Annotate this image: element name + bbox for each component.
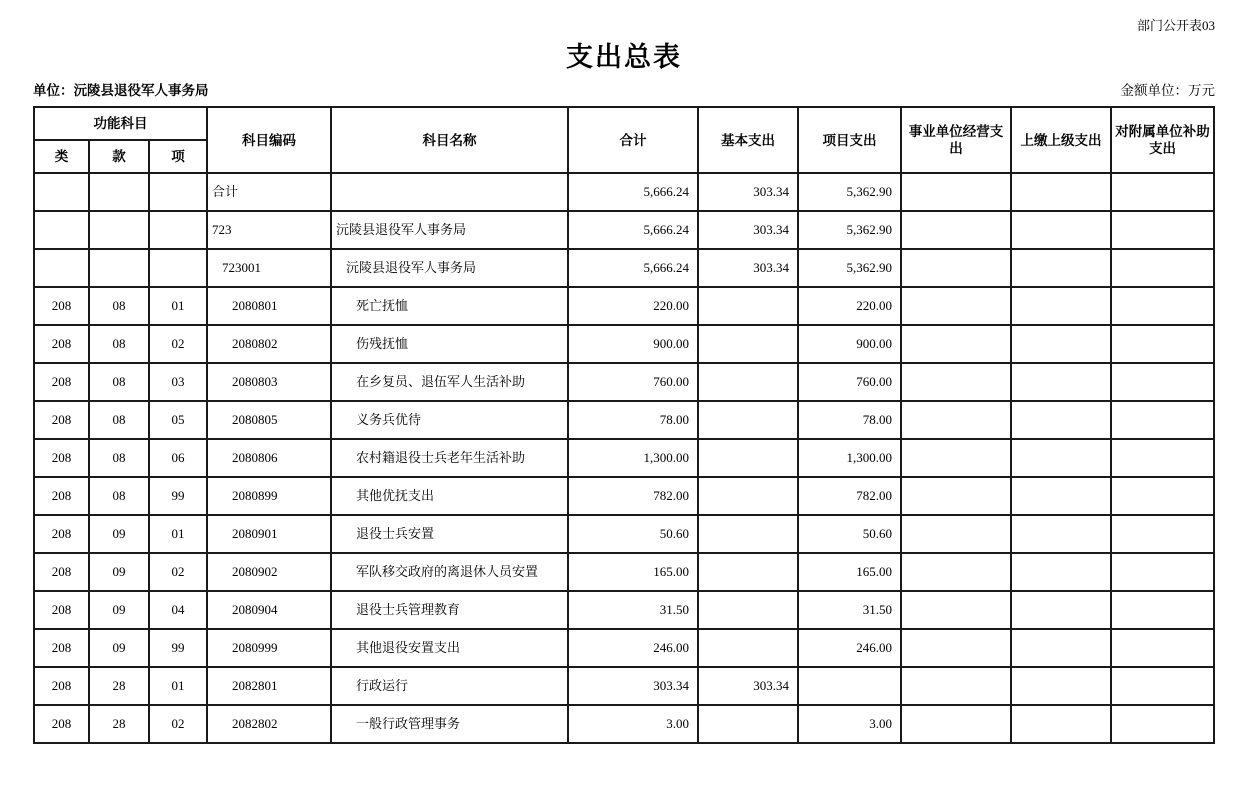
cell-business-expenditure: [901, 515, 1011, 553]
cell-subject-name: [331, 173, 568, 211]
cell-basic-expenditure: 303.34: [698, 173, 798, 211]
table-row: [34, 705, 1214, 743]
cell-section: 08: [89, 363, 149, 401]
header-project-expenditure: 项目支出: [798, 107, 901, 173]
header-class: 类: [34, 140, 89, 173]
cell-item: 99: [149, 477, 207, 515]
cell-upper-remittance: [1011, 515, 1111, 553]
cell-business-expenditure: [901, 401, 1011, 439]
cell-item: 01: [149, 287, 207, 325]
cell-basic-expenditure: [698, 629, 798, 667]
cell-upper-remittance: [1011, 363, 1111, 401]
cell-business-expenditure: [901, 667, 1011, 705]
cell-business-expenditure: [901, 211, 1011, 249]
cell-class: 208: [34, 591, 89, 629]
cell-total: 50.60: [568, 515, 698, 553]
cell-class: 208: [34, 667, 89, 705]
cell-upper-remittance: [1011, 173, 1111, 211]
cell-basic-expenditure: [698, 553, 798, 591]
cell-subject-code: 2080806: [207, 439, 331, 477]
cell-basic-expenditure: 303.34: [698, 249, 798, 287]
cell-business-expenditure: [901, 287, 1011, 325]
cell-section: 08: [89, 477, 149, 515]
amount-unit-label: 金额单位：万元: [1120, 83, 1215, 98]
cell-class: 208: [34, 705, 89, 743]
cell-upper-remittance: [1011, 401, 1111, 439]
cell-subject-name: 死亡抚恤: [331, 287, 568, 325]
cell-class: 208: [34, 287, 89, 325]
cell-business-expenditure: [901, 173, 1011, 211]
table-row: [34, 629, 1214, 667]
cell-item: 05: [149, 401, 207, 439]
cell-item: 02: [149, 325, 207, 363]
cell-upper-remittance: [1011, 591, 1111, 629]
cell-subject-name: 沅陵县退役军人事务局: [331, 249, 568, 287]
table-row: [34, 173, 1214, 211]
table-row: [34, 477, 1214, 515]
cell-project-expenditure: 5,362.90: [798, 249, 901, 287]
cell-business-expenditure: [901, 249, 1011, 287]
table-row: [34, 401, 1214, 439]
cell-total: 303.34: [568, 667, 698, 705]
cell-total: 1,300.00: [568, 439, 698, 477]
cell-class: [34, 211, 89, 249]
cell-project-expenditure: 760.00: [798, 363, 901, 401]
cell-item: 99: [149, 629, 207, 667]
cell-subject-code: 2082801: [207, 667, 331, 705]
unit-label: 单位：沅陵县退役军人事务局: [33, 83, 209, 98]
cell-total: 31.50: [568, 591, 698, 629]
cell-project-expenditure: 782.00: [798, 477, 901, 515]
cell-subject-name: 退役士兵管理教育: [331, 591, 568, 629]
cell-subject-code: 2080805: [207, 401, 331, 439]
cell-total: 220.00: [568, 287, 698, 325]
doc-number-label: 部门公开表03: [1136, 18, 1215, 33]
cell-affiliated-subsidy: [1111, 249, 1214, 287]
cell-business-expenditure: [901, 363, 1011, 401]
header-basic-expenditure: 基本支出: [698, 107, 798, 173]
cell-basic-expenditure: [698, 439, 798, 477]
cell-section: 09: [89, 629, 149, 667]
cell-business-expenditure: [901, 629, 1011, 667]
cell-total: 5,666.24: [568, 249, 698, 287]
cell-affiliated-subsidy: [1111, 363, 1214, 401]
cell-upper-remittance: [1011, 325, 1111, 363]
cell-total: 78.00: [568, 401, 698, 439]
cell-item: [149, 173, 207, 211]
cell-business-expenditure: [901, 439, 1011, 477]
cell-section: 09: [89, 553, 149, 591]
header-subject-name: 科目名称: [331, 107, 568, 173]
cell-total: 782.00: [568, 477, 698, 515]
cell-subject-name: 农村籍退役士兵老年生活补助: [331, 439, 568, 477]
cell-subject-code: 2080802: [207, 325, 331, 363]
cell-section: 09: [89, 515, 149, 553]
cell-class: 208: [34, 325, 89, 363]
header-subsidy-to-affiliated-units: 对附属单位补助支出: [1111, 107, 1214, 173]
cell-subject-code: 723: [207, 211, 331, 249]
cell-project-expenditure: 900.00: [798, 325, 901, 363]
cell-subject-name: 沅陵县退役军人事务局: [331, 211, 568, 249]
cell-subject-name: 在乡复员、退伍军人生活补助: [331, 363, 568, 401]
cell-subject-code: 2082802: [207, 705, 331, 743]
cell-class: 208: [34, 477, 89, 515]
cell-section: 28: [89, 705, 149, 743]
cell-class: 208: [34, 553, 89, 591]
cell-project-expenditure: 50.60: [798, 515, 901, 553]
cell-item: 01: [149, 515, 207, 553]
cell-basic-expenditure: [698, 325, 798, 363]
cell-upper-remittance: [1011, 667, 1111, 705]
table-row: [34, 249, 1214, 287]
cell-total: 760.00: [568, 363, 698, 401]
subheader: [33, 82, 1215, 99]
cell-business-expenditure: [901, 591, 1011, 629]
cell-project-expenditure: 5,362.90: [798, 173, 901, 211]
table-row: [34, 515, 1214, 553]
cell-total: 900.00: [568, 325, 698, 363]
cell-section: 08: [89, 401, 149, 439]
cell-class: 208: [34, 439, 89, 477]
cell-subject-code: 2080999: [207, 629, 331, 667]
cell-section: 08: [89, 325, 149, 363]
cell-item: 02: [149, 705, 207, 743]
cell-project-expenditure: 31.50: [798, 591, 901, 629]
cell-item: 04: [149, 591, 207, 629]
cell-upper-remittance: [1011, 477, 1111, 515]
cell-basic-expenditure: [698, 591, 798, 629]
cell-business-expenditure: [901, 477, 1011, 515]
cell-total: 165.00: [568, 553, 698, 591]
cell-basic-expenditure: [698, 477, 798, 515]
cell-item: [149, 211, 207, 249]
cell-total: 246.00: [568, 629, 698, 667]
cell-item: 06: [149, 439, 207, 477]
cell-subject-name: 其他优抚支出: [331, 477, 568, 515]
cell-section: 08: [89, 439, 149, 477]
cell-upper-remittance: [1011, 553, 1111, 591]
cell-subject-code: 2080904: [207, 591, 331, 629]
cell-affiliated-subsidy: [1111, 287, 1214, 325]
cell-subject-code: 723001: [207, 249, 331, 287]
cell-project-expenditure: 246.00: [798, 629, 901, 667]
header-upper-level-remittance-expenditure: 上缴上级支出: [1011, 107, 1111, 173]
cell-affiliated-subsidy: [1111, 439, 1214, 477]
cell-subject-code: 2080801: [207, 287, 331, 325]
cell-upper-remittance: [1011, 287, 1111, 325]
cell-section: [89, 173, 149, 211]
table-row: [34, 325, 1214, 363]
cell-subject-code: 2080899: [207, 477, 331, 515]
cell-project-expenditure: 1,300.00: [798, 439, 901, 477]
cell-upper-remittance: [1011, 629, 1111, 667]
header-item: 项: [149, 140, 207, 173]
cell-subject-code: 2080902: [207, 553, 331, 591]
page-title: 支出总表: [566, 42, 682, 72]
cell-affiliated-subsidy: [1111, 553, 1214, 591]
cell-upper-remittance: [1011, 439, 1111, 477]
cell-affiliated-subsidy: [1111, 591, 1214, 629]
cell-class: [34, 173, 89, 211]
cell-subject-name: 义务兵优待: [331, 401, 568, 439]
cell-affiliated-subsidy: [1111, 667, 1214, 705]
cell-project-expenditure: 78.00: [798, 401, 901, 439]
table-row: [34, 287, 1214, 325]
cell-class: [34, 249, 89, 287]
header-subject-code: 科目编码: [207, 107, 331, 173]
cell-item: 01: [149, 667, 207, 705]
cell-section: [89, 211, 149, 249]
cell-section: 08: [89, 287, 149, 325]
cell-class: 208: [34, 363, 89, 401]
cell-affiliated-subsidy: [1111, 211, 1214, 249]
cell-class: 208: [34, 401, 89, 439]
header-business-unit-operating-expenditure: 事业单位经营支出: [901, 107, 1011, 173]
cell-item: [149, 249, 207, 287]
table-body: [34, 173, 1214, 743]
cell-affiliated-subsidy: [1111, 515, 1214, 553]
cell-basic-expenditure: 303.34: [698, 211, 798, 249]
cell-affiliated-subsidy: [1111, 477, 1214, 515]
cell-affiliated-subsidy: [1111, 705, 1214, 743]
cell-basic-expenditure: [698, 705, 798, 743]
cell-project-expenditure: 220.00: [798, 287, 901, 325]
cell-total: 5,666.24: [568, 173, 698, 211]
cell-project-expenditure: 3.00: [798, 705, 901, 743]
cell-basic-expenditure: [698, 515, 798, 553]
cell-subject-code: 合计: [207, 173, 331, 211]
header-total: 合计: [568, 107, 698, 173]
cell-class: 208: [34, 515, 89, 553]
cell-section: 09: [89, 591, 149, 629]
cell-basic-expenditure: [698, 363, 798, 401]
table-row: [34, 591, 1214, 629]
cell-subject-name: 其他退役安置支出: [331, 629, 568, 667]
cell-item: 03: [149, 363, 207, 401]
expenditure-summary-table: [33, 106, 1215, 744]
header-functional-subject-group: 功能科目: [34, 107, 207, 140]
header-section: 款: [89, 140, 149, 173]
cell-project-expenditure: [798, 667, 901, 705]
cell-basic-expenditure: [698, 401, 798, 439]
cell-affiliated-subsidy: [1111, 401, 1214, 439]
cell-subject-name: 军队移交政府的离退休人员安置: [331, 553, 568, 591]
cell-item: 02: [149, 553, 207, 591]
table-row: [34, 667, 1214, 705]
cell-business-expenditure: [901, 325, 1011, 363]
cell-affiliated-subsidy: [1111, 325, 1214, 363]
cell-section: 28: [89, 667, 149, 705]
cell-project-expenditure: 165.00: [798, 553, 901, 591]
cell-total: 3.00: [568, 705, 698, 743]
cell-subject-name: 伤残抚恤: [331, 325, 568, 363]
cell-basic-expenditure: [698, 287, 798, 325]
table-row: [34, 211, 1214, 249]
cell-affiliated-subsidy: [1111, 629, 1214, 667]
cell-project-expenditure: 5,362.90: [798, 211, 901, 249]
cell-total: 5,666.24: [568, 211, 698, 249]
cell-upper-remittance: [1011, 211, 1111, 249]
cell-subject-name: 退役士兵安置: [331, 515, 568, 553]
cell-affiliated-subsidy: [1111, 173, 1214, 211]
table-row: [34, 553, 1214, 591]
cell-business-expenditure: [901, 705, 1011, 743]
cell-subject-name: 行政运行: [331, 667, 568, 705]
cell-business-expenditure: [901, 553, 1011, 591]
table-row: [34, 439, 1214, 477]
table-row: [34, 363, 1214, 401]
cell-subject-code: 2080901: [207, 515, 331, 553]
cell-upper-remittance: [1011, 249, 1111, 287]
cell-subject-name: 一般行政管理事务: [331, 705, 568, 743]
cell-upper-remittance: [1011, 705, 1111, 743]
cell-class: 208: [34, 629, 89, 667]
cell-basic-expenditure: 303.34: [698, 667, 798, 705]
cell-subject-code: 2080803: [207, 363, 331, 401]
cell-section: [89, 249, 149, 287]
